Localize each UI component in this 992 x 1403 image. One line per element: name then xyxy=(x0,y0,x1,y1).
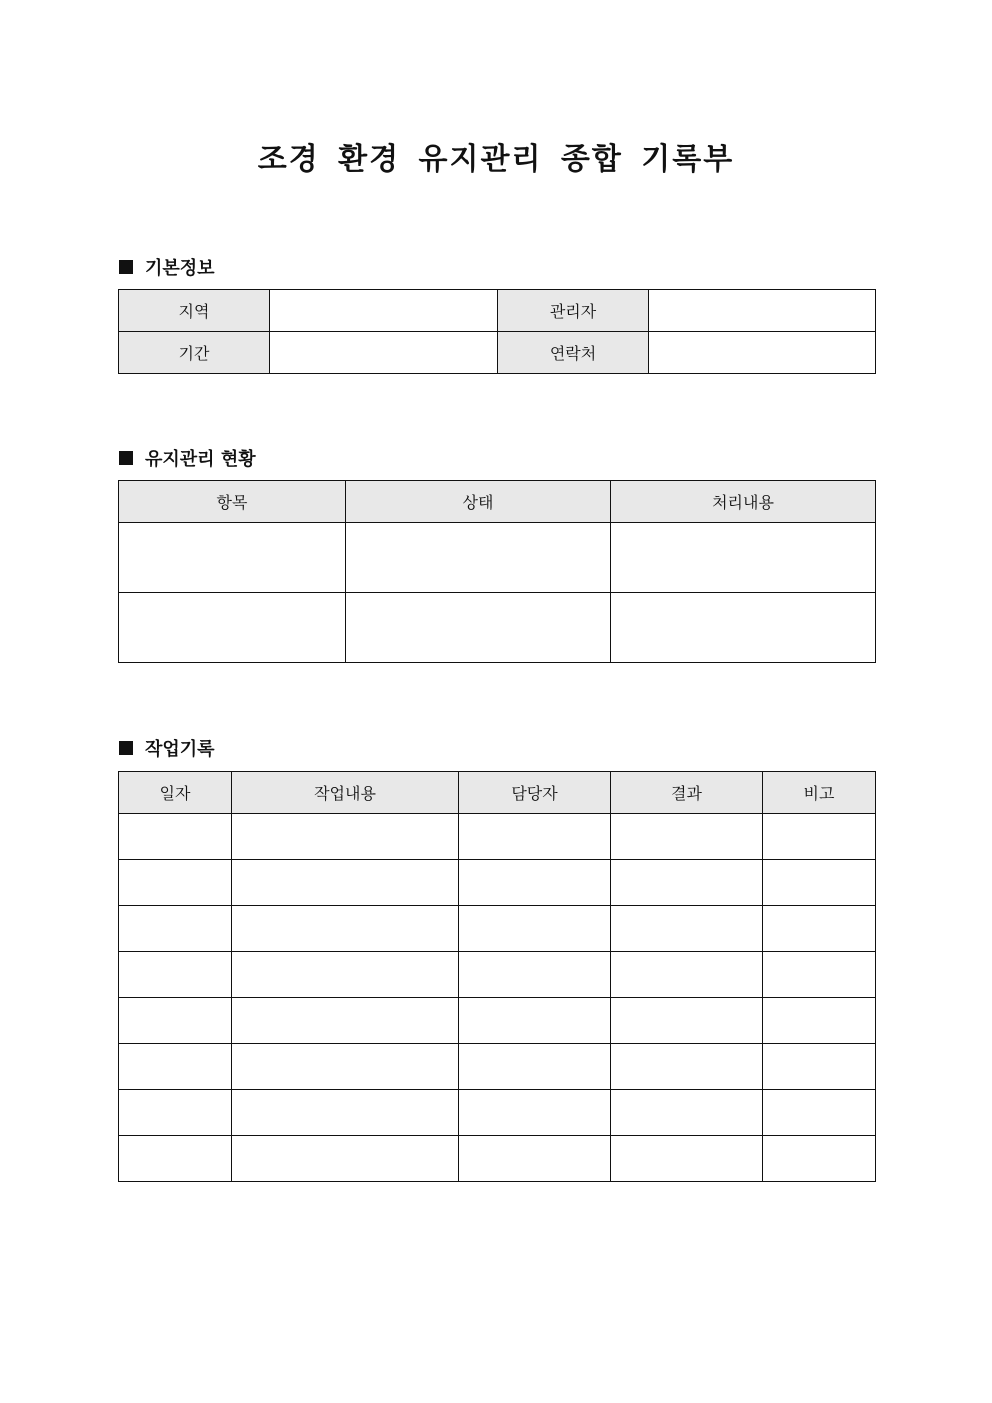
field-period[interactable] xyxy=(270,332,498,374)
table-row xyxy=(119,952,876,998)
table-row xyxy=(119,593,876,663)
cell-work[interactable] xyxy=(232,860,459,906)
status-table xyxy=(118,480,876,663)
cell-date[interactable] xyxy=(119,1090,232,1136)
basic-info-table xyxy=(118,289,876,374)
cell-work[interactable] xyxy=(232,814,459,860)
cell-action[interactable] xyxy=(611,593,876,663)
column-header-work: 작업내용 xyxy=(232,772,459,814)
cell-person[interactable] xyxy=(459,952,611,998)
label-manager: 관리자 xyxy=(498,290,649,332)
cell-work[interactable] xyxy=(232,998,459,1044)
cell-state[interactable] xyxy=(346,593,611,663)
cell-person[interactable] xyxy=(459,906,611,952)
section-heading-worklog xyxy=(119,735,215,761)
cell-person[interactable] xyxy=(459,1044,611,1090)
cell-date[interactable] xyxy=(119,1044,232,1090)
field-contact[interactable] xyxy=(649,332,876,374)
cell-person[interactable] xyxy=(459,814,611,860)
cell-work[interactable] xyxy=(232,1090,459,1136)
square-bullet-icon xyxy=(119,260,133,274)
section-heading-text: 기본정보 xyxy=(145,258,215,279)
section-heading-basic xyxy=(119,254,215,280)
cell-date[interactable] xyxy=(119,814,232,860)
cell-note[interactable] xyxy=(763,1090,876,1136)
table-row xyxy=(119,906,876,952)
cell-date[interactable] xyxy=(119,952,232,998)
cell-note[interactable] xyxy=(763,814,876,860)
cell-person[interactable] xyxy=(459,998,611,1044)
cell-result[interactable] xyxy=(611,814,763,860)
cell-date[interactable] xyxy=(119,906,232,952)
column-header-state: 상태 xyxy=(346,481,611,523)
cell-note[interactable] xyxy=(763,1136,876,1182)
cell-note[interactable] xyxy=(763,906,876,952)
square-bullet-icon xyxy=(119,451,133,465)
square-bullet-icon xyxy=(119,741,133,755)
label-period: 기간 xyxy=(119,332,270,374)
cell-work[interactable] xyxy=(232,1044,459,1090)
table-row xyxy=(119,1090,876,1136)
cell-item[interactable] xyxy=(119,523,346,593)
cell-note[interactable] xyxy=(763,952,876,998)
cell-item[interactable] xyxy=(119,593,346,663)
cell-result[interactable] xyxy=(611,952,763,998)
column-header-result: 결과 xyxy=(611,772,763,814)
worklog-table xyxy=(118,771,876,1182)
cell-date[interactable] xyxy=(119,998,232,1044)
column-header-action: 처리내용 xyxy=(611,481,876,523)
cell-result[interactable] xyxy=(611,1044,763,1090)
cell-note[interactable] xyxy=(763,998,876,1044)
document-title: 조경 환경 유지관리 종합 기록부 xyxy=(257,142,735,177)
cell-person[interactable] xyxy=(459,1090,611,1136)
section-heading-status xyxy=(119,445,256,471)
cell-note[interactable] xyxy=(763,860,876,906)
cell-state[interactable] xyxy=(346,523,611,593)
table-row xyxy=(119,860,876,906)
cell-action[interactable] xyxy=(611,523,876,593)
cell-date[interactable] xyxy=(119,1136,232,1182)
cell-result[interactable] xyxy=(611,1090,763,1136)
cell-result[interactable] xyxy=(611,860,763,906)
cell-person[interactable] xyxy=(459,860,611,906)
table-row xyxy=(119,814,876,860)
column-header-note: 비고 xyxy=(763,772,876,814)
cell-person[interactable] xyxy=(459,1136,611,1182)
column-header-date: 일자 xyxy=(119,772,232,814)
cell-work[interactable] xyxy=(232,952,459,998)
column-header-item: 항목 xyxy=(119,481,346,523)
section-heading-text: 작업기록 xyxy=(145,739,215,760)
field-manager[interactable] xyxy=(649,290,876,332)
table-row xyxy=(119,1136,876,1182)
cell-date[interactable] xyxy=(119,860,232,906)
table-row xyxy=(119,998,876,1044)
cell-work[interactable] xyxy=(232,906,459,952)
label-region: 지역 xyxy=(119,290,270,332)
cell-result[interactable] xyxy=(611,906,763,952)
section-heading-text: 유지관리 현황 xyxy=(145,449,256,470)
column-header-person: 담당자 xyxy=(459,772,611,814)
cell-note[interactable] xyxy=(763,1044,876,1090)
table-row xyxy=(119,1044,876,1090)
cell-result[interactable] xyxy=(611,998,763,1044)
table-row xyxy=(119,523,876,593)
cell-work[interactable] xyxy=(232,1136,459,1182)
field-region[interactable] xyxy=(270,290,498,332)
label-contact: 연락처 xyxy=(498,332,649,374)
cell-result[interactable] xyxy=(611,1136,763,1182)
